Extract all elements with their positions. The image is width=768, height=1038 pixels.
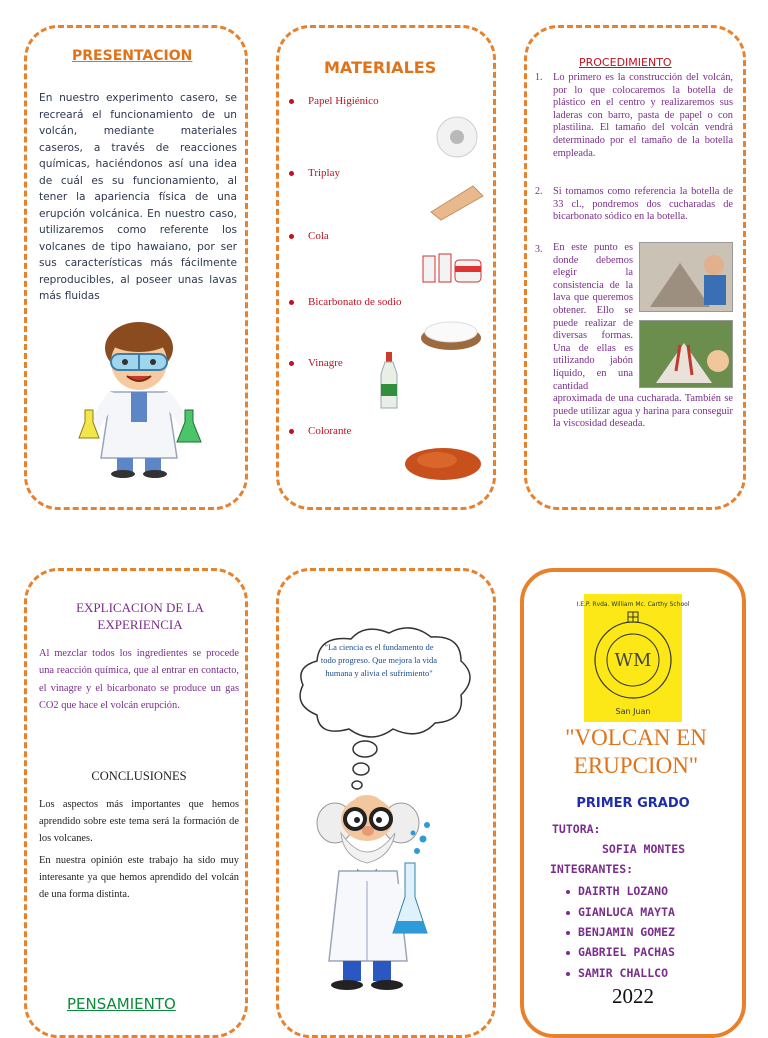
step-number: 2.	[535, 186, 543, 197]
material-item: Papel Higiénico	[289, 95, 379, 107]
material-item: Triplay	[289, 167, 340, 179]
conclusion-paragraph-1: Los aspectos más importantes que hemos aprendido sobre este tema será la formación de los volcanes.	[39, 799, 239, 844]
svg-text:WM: WM	[614, 650, 652, 671]
svg-text:I.E.P. Rvda. William Mc. Carth: I.E.P. Rvda. William Mc. Carthy School	[576, 601, 690, 608]
materiales-title: MATERIALES	[324, 58, 437, 77]
member-item: GABRIEL PACHAS	[566, 945, 675, 959]
child-scientist-illustration	[77, 318, 207, 478]
step-text: Lo primero es la construcción del volcán, por lo que colocaremos la botella de plástico en el centro y realizaremos sus laderas con barro, pasta de papel o con plastilina. El tamaño del volcán vendrá determinado por el tamaño de la botella empleada.	[553, 72, 733, 159]
panel-materiales	[276, 25, 496, 510]
conclusion-paragraph-2: En nuestra opinión este trabajo ha sido muy interesante ya que hemos aprendido del volcán de una forma distinta.	[39, 855, 239, 900]
explicacion-title: EXPLICACION DE LA EXPERIENCIA	[76, 600, 204, 632]
step-3-container	[553, 242, 733, 492]
baking-soda-image	[417, 312, 485, 354]
member-item: BENJAMIN GOMEZ	[566, 925, 675, 939]
old-scientist-illustration	[305, 793, 475, 993]
step-number: 3.	[535, 244, 543, 255]
panel-explicacion	[24, 568, 248, 1038]
bullet-icon	[289, 99, 294, 104]
volcano-photo-1-illustration	[640, 243, 732, 311]
member-item: GIANLUCA MAYTA	[566, 905, 675, 919]
step-text: En este punto es donde debemos elegir la consistencia de la lava que queremos obtener. Ello se puede realizar de diversas formas. Una de ellas es utilizando jabón líquido, en una cantidad aproximada de una cucharada. También se puede utilizar agua y harina para conseguir la viscosidad deseada.	[553, 242, 733, 430]
tutor-name: SOFIA MONTES	[602, 842, 686, 856]
bullet-icon	[566, 890, 570, 894]
material-item: Vinagre	[289, 357, 343, 369]
colorant-powder-image	[399, 438, 485, 484]
panel-procedimiento	[524, 25, 746, 510]
conclusiones-title: CONCLUSIONES	[91, 769, 187, 783]
toilet-paper-image	[431, 112, 485, 162]
plywood-image	[427, 182, 485, 222]
bullet-icon	[289, 429, 294, 434]
material-item: Bicarbonato de sodio	[289, 296, 401, 308]
member-item: DAIRTH LOZANO	[566, 884, 668, 898]
bullet-icon	[289, 171, 294, 176]
bullet-icon	[289, 300, 294, 305]
panel-portada	[520, 568, 746, 1038]
bullet-icon	[566, 972, 570, 976]
volcano-photo-2-illustration	[640, 321, 732, 387]
pensamiento-quote: "La ciencia es el fundamento de todo progreso. Que mejora la vida humana y alivia el sufrimiento"	[320, 642, 438, 678]
explicacion-text: Al mezclar todos los ingredientes se procede una reacción química, que al entrar en contacto, el vinagre y el bicarbonato se produce un gas CO2 que hace el volcán erupción.	[39, 648, 239, 711]
pensamiento-title: PENSAMIENTO	[67, 995, 176, 1013]
vinegar-bottle-image	[377, 350, 401, 410]
material-item: Cola	[289, 230, 329, 242]
grade-label: PRIMER GRADO	[576, 796, 690, 811]
presentacion-text: En nuestro experimento casero, se recreará el funcionamiento de un volcán, mediante materiales caseros, a través de reacciones químicas, haciéndonos así una idea de cuál es su funcionamiento, al tener la apariencia física de una erupción volcánica. En nuestro caso, utilizaremos como referente los volcanes de tipo hawaiano, por ser sus características más fácilmente reproducibles, al poseer unas lavas más fluidas	[39, 92, 237, 302]
school-seal-logo	[576, 594, 690, 722]
procedimiento-title: PROCEDIMIENTO	[579, 56, 672, 69]
bullet-icon	[566, 911, 570, 915]
bullet-icon	[566, 931, 570, 935]
member-item: SAMIR CHALLCO	[566, 966, 668, 980]
tutor-label: TUTORA:	[552, 822, 601, 836]
year-label: 2022	[612, 984, 654, 1008]
bullet-icon	[566, 951, 570, 955]
bullet-icon	[289, 234, 294, 239]
project-title: "VOLCAN EN ERUPCION"	[565, 725, 707, 778]
material-item: Colorante	[289, 425, 351, 437]
svg-text:San Juan: San Juan	[615, 707, 651, 716]
bullet-icon	[289, 361, 294, 366]
volcano-photo-2	[639, 320, 733, 388]
step-number: 1.	[535, 72, 543, 83]
glue-image	[419, 246, 485, 286]
members-label: INTEGRANTES:	[550, 862, 634, 876]
volcano-photo-1	[639, 242, 733, 312]
presentacion-title: PRESENTACION	[72, 48, 193, 64]
panel-presentacion	[24, 25, 248, 510]
step-text: Si tomamos como referencia la botella de 33 cl., pondremos dos cucharadas de bicarbonato sódico en la botella.	[553, 186, 733, 223]
panel-pensamiento	[276, 568, 496, 1038]
